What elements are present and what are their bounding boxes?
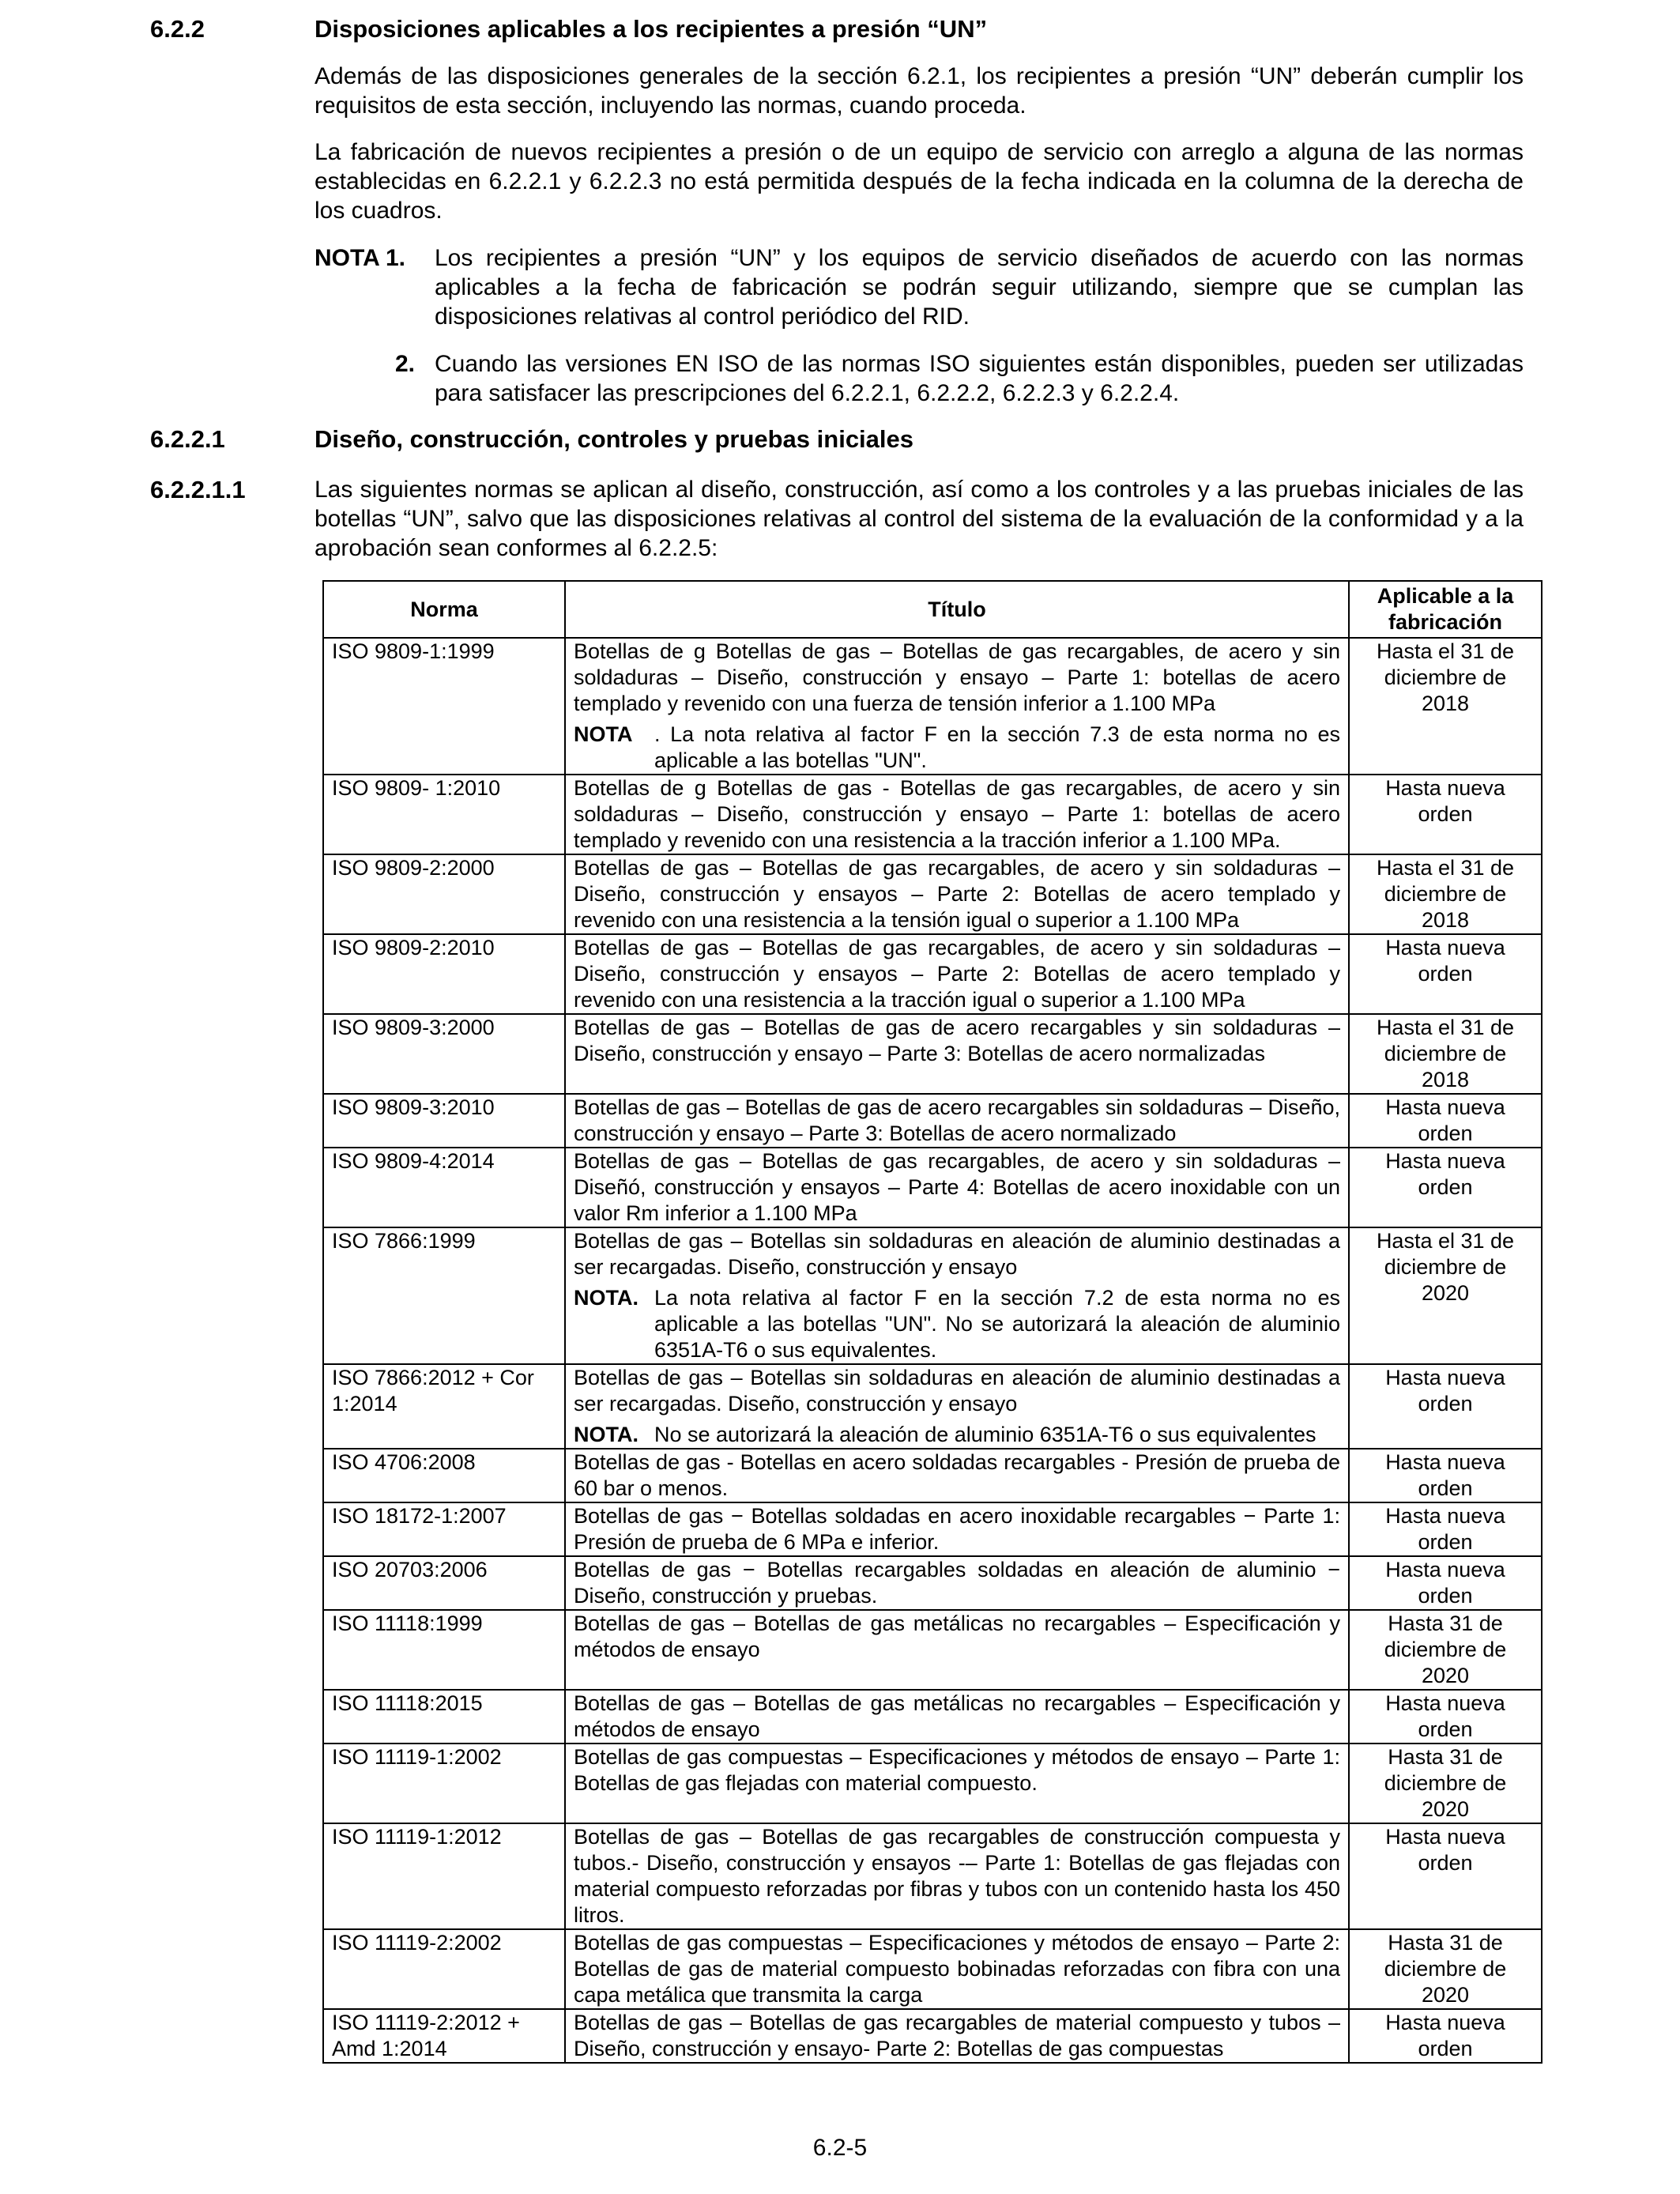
cell-titulo <box>565 1929 1349 2009</box>
titulo-text: Botellas de gas – Botellas de gas de acero recargables sin soldaduras – Diseño, construcción y ensayo – Parte 3: Botellas de acero normalizado <box>574 1095 1340 1145</box>
cell-norma: ISO 9809-3:2010 <box>323 1094 565 1148</box>
table-row <box>323 1094 1542 1148</box>
section-number: 6.2.2 <box>150 15 205 43</box>
titulo-text: Botellas de gas – Botellas de gas recargables de construcción compuesta y tubos.- Diseño, construcción y ensayos -– Parte 1: Botellas de gas flejadas con material compuesto reforzadas por fibras y tubos con un contenido hasta los 450 litros. <box>574 1825 1340 1927</box>
section-number: 6.2.2.1.1 <box>150 476 246 503</box>
table-body <box>323 638 1542 2063</box>
cell-aplicable: Hasta nueva orden <box>1349 1449 1542 1502</box>
header-aplicable: Aplicable a la fabricación <box>1349 581 1542 638</box>
table-row <box>323 1823 1542 1929</box>
note-label: 2. <box>395 351 416 377</box>
titulo-text: Botellas de gas compuestas – Especificaciones y métodos de ensayo – Parte 1: Botellas de gas flejadas con material compuesto. <box>574 1745 1340 1795</box>
titulo-text: Botellas de gas compuestas – Especificaciones y métodos de ensayo – Parte 2: Botellas de gas de material compuesto bobinadas reforzadas con fibra con una capa metálica que transmita la carga <box>574 1931 1340 2007</box>
cell-aplicable: Hasta el 31 de diciembre de 2018 <box>1349 854 1542 934</box>
table-note-text: . La nota relativa al factor F en la sección 7.3 de esta norma no es aplicable a las botellas "UN". <box>654 722 1340 772</box>
titulo-text: Botellas de gas − Botellas recargables soldadas en aleación de aluminio − Diseño, construcción y pruebas. <box>574 1558 1340 1608</box>
cell-norma: ISO 9809-4:2014 <box>323 1148 565 1227</box>
titulo-text: Botellas de gas − Botellas soldadas en acero inoxidable recargables − Parte 1: Presión de prueba de 6 MPa e inferior. <box>574 1504 1340 1554</box>
cell-aplicable: Hasta 31 de diciembre de 2020 <box>1349 1744 1542 1823</box>
cell-titulo <box>565 1556 1349 1610</box>
table-note-label: NOTA. <box>574 1286 638 1310</box>
paragraph: Las siguientes normas se aplican al diseño, construcción, así como a los controles y a las pruebas iniciales de las botellas “UN”, salvo que las disposiciones relativas al control del sistema de la evaluación de la conformidad y a la aprobación sean conformes al 6.2.2.5: <box>315 477 1524 561</box>
cell-titulo <box>565 1449 1349 1502</box>
table-row <box>323 1744 1542 1823</box>
table-row <box>323 1929 1542 2009</box>
cell-aplicable: Hasta nueva orden <box>1349 1148 1542 1227</box>
cell-aplicable: Hasta 31 de diciembre de 2020 <box>1349 1610 1542 1690</box>
section-title: Disposiciones aplicables a los recipientes a presión “UN” <box>315 15 988 43</box>
cell-aplicable: Hasta nueva orden <box>1349 775 1542 854</box>
table-row <box>323 1227 1542 1364</box>
page-number: 6.2-5 <box>812 2135 868 2161</box>
table-note-text: La nota relativa al factor F en la sección 7.2 de esta norma no es aplicable a las botellas "UN". No se autorizará la aleación de aluminio 6351A-T6 o sus equivalentes. <box>654 1286 1340 1362</box>
cell-norma: ISO 11119-1:2002 <box>323 1744 565 1823</box>
table-note-label: NOTA. <box>574 1423 638 1446</box>
titulo-text: Botellas de gas – Botellas de gas metálicas no recargables – Especificación y métodos de ensayo <box>574 1691 1340 1741</box>
table-note-label: NOTA <box>574 722 633 746</box>
cell-norma: ISO 9809- 1:2010 <box>323 775 565 854</box>
cell-aplicable: Hasta nueva orden <box>1349 934 1542 1014</box>
cell-aplicable: Hasta el 31 de diciembre de 2020 <box>1349 1227 1542 1364</box>
cell-titulo <box>565 2009 1349 2063</box>
cell-norma: ISO 11119-2:2012 + Amd 1:2014 <box>323 2009 565 2063</box>
titulo-text: Botellas de gas – Botellas de gas recargables, de acero y sin soldaduras – Diseño, construcción y ensayos – Parte 2: Botellas de acero templado y revenido con una resistencia a la tracción igual o superior a 1.100 MPa <box>574 936 1340 1012</box>
table-row <box>323 1449 1542 1502</box>
cell-titulo <box>565 1823 1349 1929</box>
titulo-text: Botellas de gas – Botellas de gas recargables de material compuesto y tubos – Diseño, construcción y ensayo- Parte 2: Botellas de gas compuestas <box>574 2011 1340 2060</box>
cell-titulo <box>565 638 1349 775</box>
titulo-text: Botellas de gas - Botellas en acero soldadas recargables - Presión de prueba de 60 bar o menos. <box>574 1450 1340 1500</box>
table-note <box>574 1285 1340 1363</box>
table-note <box>574 722 1340 774</box>
cell-titulo <box>565 1227 1349 1364</box>
cell-norma: ISO 9809-2:2010 <box>323 934 565 1014</box>
cell-titulo <box>565 854 1349 934</box>
table-row <box>323 1364 1542 1449</box>
cell-aplicable: Hasta nueva orden <box>1349 1556 1542 1610</box>
cell-titulo <box>565 934 1349 1014</box>
cell-titulo <box>565 1094 1349 1148</box>
header-norma: Norma <box>323 581 565 638</box>
cell-titulo <box>565 1502 1349 1556</box>
cell-norma: ISO 7866:2012 + Cor 1:2014 <box>323 1364 565 1449</box>
cell-norma: ISO 11118:2015 <box>323 1690 565 1744</box>
table-row <box>323 2009 1542 2063</box>
cell-norma: ISO 4706:2008 <box>323 1449 565 1502</box>
titulo-text: Botellas de gas – Botellas de gas metálicas no recargables – Especificación y métodos de ensayo <box>574 1612 1340 1661</box>
section-number: 6.2.2.1 <box>150 425 225 453</box>
table-row <box>323 1014 1542 1094</box>
table-row <box>323 638 1542 775</box>
cell-aplicable: Hasta nueva orden <box>1349 1094 1542 1148</box>
titulo-text: Botellas de g Botellas de gas – Botellas de gas recargables, de acero y sin soldaduras – Diseño, construcción y ensayo – Parte 1: botellas de acero templado y revenido con una fuerza de tensión inferior a 1.100 MPa <box>574 639 1340 715</box>
cell-aplicable: Hasta nueva orden <box>1349 1823 1542 1929</box>
titulo-text: Botellas de gas – Botellas de gas recargables, de acero y sin soldaduras – Diseñó, construcción y ensayos – Parte 4: Botellas de acero inoxidable con un valor Rm inferior a 1.100 MPa <box>574 1149 1340 1225</box>
cell-norma: ISO 9809-3:2000 <box>323 1014 565 1094</box>
cell-aplicable: Hasta el 31 de diciembre de 2018 <box>1349 1014 1542 1094</box>
paragraph: La fabricación de nuevos recipientes a presión o de un equipo de servicio con arreglo a alguna de las normas establecidas en 6.2.2.1 y 6.2.2.3 no está permitida después de la fecha indicada en la columna de la derecha de los cuadros. <box>315 139 1524 224</box>
cell-aplicable: Hasta nueva orden <box>1349 2009 1542 2063</box>
table-row <box>323 775 1542 854</box>
titulo-text: Botellas de gas – Botellas sin soldaduras en aleación de aluminio destinadas a ser recargadas. Diseño, construcción y ensayo <box>574 1229 1340 1279</box>
note-text: Cuando las versiones EN ISO de las normas ISO siguientes están disponibles, pueden ser utilizadas para satisfacer las prescripciones del 6.2.2.1, 6.2.2.2, 6.2.2.3 y 6.2.2.4. <box>435 351 1524 406</box>
table-note-text: No se autorizará la aleación de aluminio 6351A-T6 o sus equivalentes <box>654 1423 1317 1446</box>
cell-titulo <box>565 1364 1349 1449</box>
titulo-text: Botellas de gas – Botellas de gas recargables, de acero y sin soldaduras – Diseño, construcción y ensayos – Parte 2: Botellas de acero templado y revenido con una resistencia a la tensión igual o superior a 1.100 MPa <box>574 856 1340 932</box>
table-header-row <box>323 581 1542 638</box>
cell-norma: ISO 9809-2:2000 <box>323 854 565 934</box>
cell-norma: ISO 11119-1:2012 <box>323 1823 565 1929</box>
cell-titulo <box>565 1610 1349 1690</box>
cell-aplicable: Hasta el 31 de diciembre de 2018 <box>1349 638 1542 775</box>
note-text: Los recipientes a presión “UN” y los equipos de servicio diseñados de acuerdo con las normas aplicables a la fecha de fabricación se podrán seguir utilizando, siempre que se cumplan las disposiciones relativas al control periódico del RID. <box>435 245 1524 330</box>
cell-titulo <box>565 1690 1349 1744</box>
titulo-text: Botellas de gas – Botellas sin soldaduras en aleación de aluminio destinadas a ser recargadas. Diseño, construcción y ensayo <box>574 1366 1340 1416</box>
cell-titulo <box>565 1148 1349 1227</box>
table-row <box>323 1610 1542 1690</box>
table-note <box>574 1422 1340 1448</box>
table-row <box>323 1556 1542 1610</box>
table-row <box>323 934 1542 1014</box>
table-row <box>323 1148 1542 1227</box>
titulo-text: Botellas de gas – Botellas de gas de acero recargables y sin soldaduras – Diseño, construcción y ensayo – Parte 3: Botellas de acero normalizadas <box>574 1016 1340 1065</box>
titulo-text: Botellas de g Botellas de gas - Botellas de gas recargables, de acero y sin soldaduras – Diseño, construcción y ensayo – Parte 1: botellas de acero templado y revenido con una resistencia a la tracción inferior a 1.100 MPa. <box>574 776 1340 852</box>
cell-norma: ISO 18172-1:2007 <box>323 1502 565 1556</box>
header-titulo: Título <box>565 581 1349 638</box>
cell-aplicable: Hasta 31 de diciembre de 2020 <box>1349 1929 1542 2009</box>
norms-table <box>322 580 1543 2064</box>
table-row <box>323 1502 1542 1556</box>
cell-norma: ISO 11118:1999 <box>323 1610 565 1690</box>
cell-norma: ISO 20703:2006 <box>323 1556 565 1610</box>
table-row <box>323 1690 1542 1744</box>
section-title: Diseño, construcción, controles y pruebas iniciales <box>315 425 914 453</box>
cell-norma: ISO 7866:1999 <box>323 1227 565 1364</box>
note-label: NOTA 1. <box>315 245 406 271</box>
cell-aplicable: Hasta nueva orden <box>1349 1502 1542 1556</box>
cell-titulo <box>565 1744 1349 1823</box>
cell-norma: ISO 11119-2:2002 <box>323 1929 565 2009</box>
table-row <box>323 854 1542 934</box>
cell-aplicable: Hasta nueva orden <box>1349 1364 1542 1449</box>
cell-titulo <box>565 1014 1349 1094</box>
paragraph: Además de las disposiciones generales de la sección 6.2.1, los recipientes a presión “UN” deberán cumplir los requisitos de esta sección, incluyendo las normas, cuando proceda. <box>315 63 1524 119</box>
cell-aplicable: Hasta nueva orden <box>1349 1690 1542 1744</box>
cell-norma: ISO 9809-1:1999 <box>323 638 565 775</box>
cell-titulo <box>565 775 1349 854</box>
